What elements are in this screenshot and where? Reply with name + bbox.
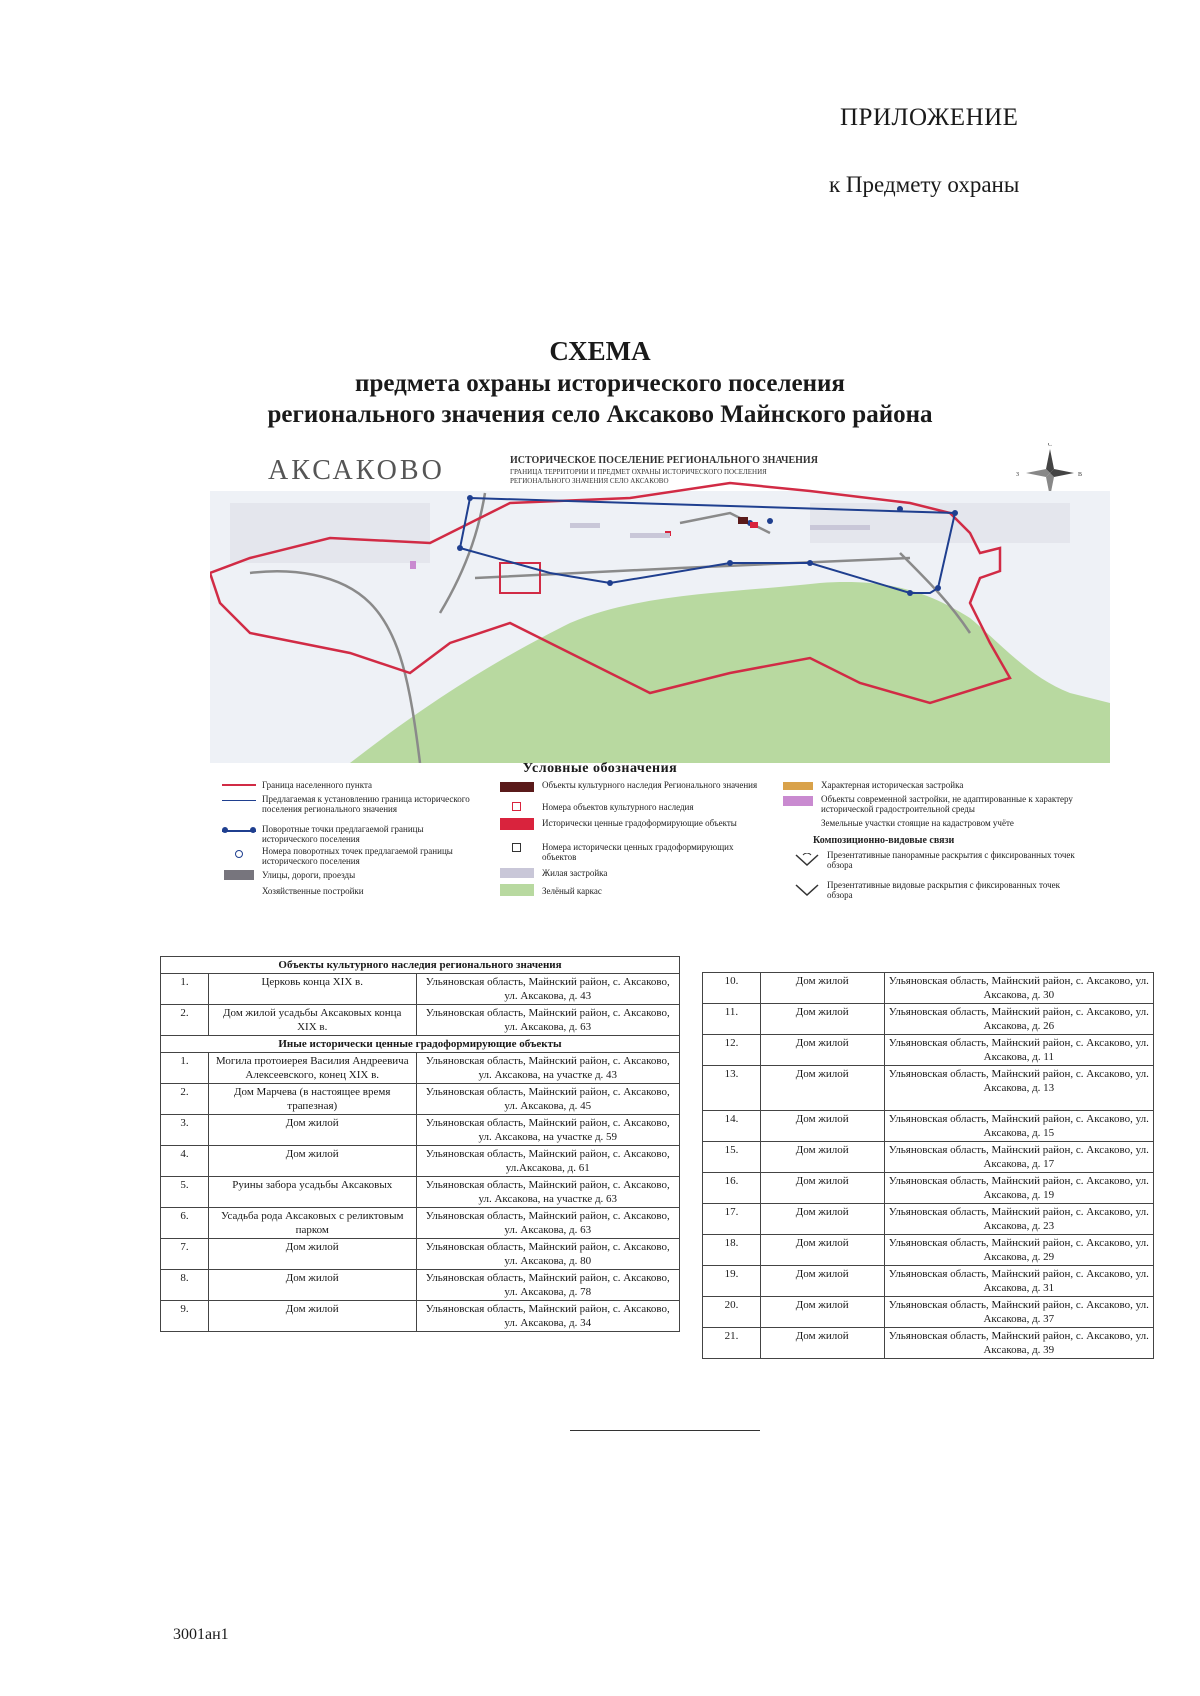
object-address: Ульяновская область, Майнский район, с. Аксаково, ул. Аксакова, д. 78 xyxy=(416,1270,679,1301)
scheme-subtitle-line2: регионального значения село Аксаково Майнского района xyxy=(267,401,933,428)
compass-e: В xyxy=(1078,472,1083,478)
row-number: 15. xyxy=(703,1142,761,1173)
panorama-icon xyxy=(795,853,819,867)
object-name: Дом жилой xyxy=(760,1142,884,1173)
table-row xyxy=(703,1004,1154,1035)
row-number: 3. xyxy=(161,1115,209,1146)
table-row xyxy=(703,1204,1154,1235)
legend-item: Граница населенного пункта xyxy=(262,780,372,790)
object-address: Ульяновская область, Майнский район, с. Аксаково, ул. Аксакова, д. 23 xyxy=(884,1204,1153,1235)
objects-table-right xyxy=(702,972,1154,1359)
row-number: 21. xyxy=(703,1328,761,1359)
table-row xyxy=(161,1177,680,1208)
object-name: Усадьба рода Аксаковых с реликтовым парком xyxy=(208,1208,416,1239)
object-address: Ульяновская область, Майнский район, с. Аксаково, ул. Аксакова, д. 19 xyxy=(884,1173,1153,1204)
map-figure xyxy=(210,443,1110,763)
row-number: 8. xyxy=(161,1270,209,1301)
row-number: 2. xyxy=(161,1084,209,1115)
object-name: Дом жилой xyxy=(760,1266,884,1297)
object-address: Ульяновская область, Майнский район, с. Аксаково, ул. Аксакова, д. 15 xyxy=(884,1111,1153,1142)
table-row xyxy=(161,1146,680,1177)
object-name: Дом жилой xyxy=(760,1235,884,1266)
object-name: Дом жилой xyxy=(760,1004,884,1035)
table-row xyxy=(161,1115,680,1146)
row-number: 19. xyxy=(703,1266,761,1297)
white-fill-icon xyxy=(783,818,813,828)
compass-n: С xyxy=(1048,443,1053,448)
object-address: Ульяновская область, Майнский район, с. Аксаково, ул. Аксакова, д. 34 xyxy=(416,1301,679,1332)
row-number: 10. xyxy=(703,973,761,1004)
point-number-icon xyxy=(235,850,243,858)
legend-item: Исторически ценные градоформирующие объекты xyxy=(542,818,737,828)
object-address: Ульяновская область, Майнский район, с. Аксаково, ул. Аксакова, д. 26 xyxy=(884,1004,1153,1035)
legend-item: Номера исторически ценных градоформирующих объектов xyxy=(542,842,734,862)
table-row xyxy=(161,1053,680,1084)
object-name: Дом жилой xyxy=(760,1204,884,1235)
table-row xyxy=(161,1301,680,1332)
map-name: АКСАКОВО xyxy=(268,455,445,486)
object-name: Дом жилой xyxy=(208,1146,416,1177)
row-number: 1. xyxy=(161,974,209,1005)
row-number: 12. xyxy=(703,1035,761,1066)
table-row xyxy=(703,1035,1154,1066)
table-row xyxy=(161,1084,680,1115)
row-number: 17. xyxy=(703,1204,761,1235)
object-address: Ульяновская область, Майнский район, с. Аксаково, ул. Аксакова, д. 45 xyxy=(416,1084,679,1115)
table-row xyxy=(161,974,680,1005)
legend-item: Презентативные панорамные раскрытия с фиксированных точек обзора xyxy=(827,850,1075,870)
row-number: 6. xyxy=(161,1208,209,1239)
map-svg xyxy=(210,443,1110,763)
object-address: Ульяновская область, Майнский район, с. Аксаково, ул. Аксакова, д. 31 xyxy=(884,1266,1153,1297)
number-box-red-icon xyxy=(512,802,521,811)
object-name: Дом жилой усадьбы Аксаковых конца XIX в. xyxy=(208,1005,416,1036)
legend-item: Предлагаемая к установлению граница исторического поселения регионального значения xyxy=(262,794,470,814)
table-row xyxy=(703,1235,1154,1266)
object-name: Дом жилой xyxy=(760,1111,884,1142)
table-row xyxy=(161,1005,680,1036)
row-number: 20. xyxy=(703,1297,761,1328)
object-name: Дом жилой xyxy=(208,1239,416,1270)
white-fill-icon xyxy=(224,886,254,896)
row-number: 13. xyxy=(703,1066,761,1111)
blue-line-icon xyxy=(222,800,256,801)
row-number: 1. xyxy=(161,1053,209,1084)
appendix-title: ПРИЛОЖЕНИЕ xyxy=(840,104,1019,131)
row-number: 18. xyxy=(703,1235,761,1266)
row-number: 5. xyxy=(161,1177,209,1208)
object-address: Ульяновская область, Майнский район, с. Аксаково, ул. Аксакова, д. 63 xyxy=(416,1208,679,1239)
table-row xyxy=(161,1239,680,1270)
dark-red-fill-icon xyxy=(500,782,534,792)
object-address: Ульяновская область, Майнский район, с. Аксаково, ул. Аксакова, д. 11 xyxy=(884,1035,1153,1066)
row-number: 7. xyxy=(161,1239,209,1270)
object-name: Дом жилой xyxy=(760,1328,884,1359)
object-name: Церковь конца XIX в. xyxy=(208,974,416,1005)
legend-item: Объекты современной застройки, не адаптированные к характеру исторической градостроительной среды xyxy=(821,794,1073,814)
table-row xyxy=(703,1111,1154,1142)
row-number: 16. xyxy=(703,1173,761,1204)
objects-table-left xyxy=(160,956,680,1332)
grey-fill-icon xyxy=(224,870,254,880)
section-heading-cultural: Объекты культурного наследия регионального значения xyxy=(161,957,680,974)
closing-rule xyxy=(570,1430,760,1431)
legend-column-1 xyxy=(222,780,482,910)
table-row xyxy=(703,1173,1154,1204)
table-row xyxy=(161,1270,680,1301)
section-heading-historic: Иные исторически ценные градоформирующие объекты xyxy=(161,1036,680,1053)
object-address: Ульяновская область, Майнский район, с. Аксаково, ул. Аксакова, д. 17 xyxy=(884,1142,1153,1173)
legend-item: Поворотные точки предлагаемой границы исторического поселения xyxy=(262,824,424,844)
object-address: Ульяновская область, Майнский район, с. Аксаково, ул. Аксакова, на участке д. 63 xyxy=(416,1177,679,1208)
row-number: 2. xyxy=(161,1005,209,1036)
object-address: Ульяновская область, Майнский район, с. Аксаково, ул. Аксакова, на участке д. 43 xyxy=(416,1053,679,1084)
table-row xyxy=(703,1066,1154,1111)
view-icon xyxy=(795,883,819,897)
object-address: Ульяновская область, Майнский район, с. Аксаково, ул. Аксакова, д. 39 xyxy=(884,1328,1153,1359)
red-fill-icon xyxy=(500,818,534,830)
object-address: Ульяновская область, Майнский район, с. Аксаково, ул. Аксакова, д. 29 xyxy=(884,1235,1153,1266)
table-row xyxy=(703,1328,1154,1359)
table-row xyxy=(703,1266,1154,1297)
table-row xyxy=(703,1142,1154,1173)
object-name: Дом жилой xyxy=(208,1301,416,1332)
legend-item: Номера поворотных точек предлагаемой границы исторического поселения xyxy=(262,846,453,866)
object-address: Ульяновская область, Майнский район, с. Аксаково, ул. Аксакова, д. 30 xyxy=(884,973,1153,1004)
purple-fill-icon xyxy=(783,796,813,806)
map-caption-2: ГРАНИЦА ТЕРРИТОРИИ И ПРЕДМЕТ ОХРАНЫ ИСТОРИЧЕСКОГО ПОСЕЛЕНИЯ xyxy=(510,468,767,476)
document-code: 3001ан1 xyxy=(173,1626,229,1643)
object-address: Ульяновская область, Майнский район, с. Аксаково, ул. Аксакова, на участке д. 59 xyxy=(416,1115,679,1146)
legend-column-2 xyxy=(500,780,770,910)
object-address: Ульяновская область, Майнский район, с. Аксаково, ул. Аксакова, д. 63 xyxy=(416,1005,679,1036)
object-name: Могила протоиерея Василия Андреевича Алексеевского, конец XIX в. xyxy=(208,1053,416,1084)
red-line-icon xyxy=(222,784,256,786)
map-caption-3: РЕГИОНАЛЬНОГО ЗНАЧЕНИЯ СЕЛО АКСАКОВО xyxy=(510,477,669,485)
table-row xyxy=(703,973,1154,1004)
legend-item: Хозяйственные постройки xyxy=(262,886,364,896)
object-address: Ульяновская область, Майнский район, с. Аксаково, ул. Аксакова, д. 43 xyxy=(416,974,679,1005)
table-row xyxy=(703,1297,1154,1328)
legend-item: Номера объектов культурного наследия xyxy=(542,802,694,812)
compass-w: З xyxy=(1016,472,1020,478)
number-box-icon xyxy=(512,843,521,852)
row-number: 9. xyxy=(161,1301,209,1332)
row-number: 14. xyxy=(703,1111,761,1142)
object-name: Дом Марчева (в настоящее время трапезная) xyxy=(208,1084,416,1115)
object-name: Дом жилой xyxy=(760,1035,884,1066)
object-address: Ульяновская область, Майнский район, с. Аксаково, ул. Аксакова, д. 37 xyxy=(884,1297,1153,1328)
legend-subheading: Композиционно-видовые связи xyxy=(813,835,955,846)
object-address: Ульяновская область, Майнский район, с. Аксаково, ул. Аксакова, д. 13 xyxy=(884,1066,1153,1111)
object-address: Ульяновская область, Майнский район, с. Аксаково, ул. Аксакова, д. 80 xyxy=(416,1239,679,1270)
object-address: Ульяновская область, Майнский район, с. Аксаково, ул.Аксакова, д. 61 xyxy=(416,1146,679,1177)
object-name: Дом жилой xyxy=(760,1297,884,1328)
object-name: Дом жилой xyxy=(760,1066,884,1111)
table-row xyxy=(161,1208,680,1239)
scheme-title: СХЕМА xyxy=(549,336,651,366)
green-fill-icon xyxy=(500,884,534,896)
orange-fill-icon xyxy=(783,782,813,790)
legend-item: Улицы, дороги, проезды xyxy=(262,870,356,880)
legend-title: Условные обозначения xyxy=(522,761,678,776)
object-name: Руины забора усадьбы Аксаковых xyxy=(208,1177,416,1208)
lilac-fill-icon xyxy=(500,868,534,878)
legend-item: Презентативные видовые раскрытия с фиксированных точек обзора xyxy=(827,880,1060,900)
legend-column-3 xyxy=(783,780,1103,910)
object-name: Дом жилой xyxy=(760,973,884,1004)
legend-item: Зелёный каркас xyxy=(542,886,602,896)
object-name: Дом жилой xyxy=(208,1270,416,1301)
map-caption-1: ИСТОРИЧЕСКОЕ ПОСЕЛЕНИЕ РЕГИОНАЛЬНОГО ЗНАЧЕНИЯ xyxy=(510,455,818,466)
legend-item: Характерная историческая застройка xyxy=(821,780,964,790)
legend-item: Объекты культурного наследия Регионального значения xyxy=(542,780,758,790)
legend-item: Жилая застройка xyxy=(542,868,608,878)
legend-item: Земельные участки стоящие на кадастровом учёте xyxy=(821,818,1014,828)
appendix-subtitle: к Предмету охраны xyxy=(829,172,1020,197)
scheme-subtitle-line1: предмета охраны исторического поселения xyxy=(355,370,845,397)
row-number: 11. xyxy=(703,1004,761,1035)
row-number: 4. xyxy=(161,1146,209,1177)
object-name: Дом жилой xyxy=(208,1115,416,1146)
object-name: Дом жилой xyxy=(760,1173,884,1204)
